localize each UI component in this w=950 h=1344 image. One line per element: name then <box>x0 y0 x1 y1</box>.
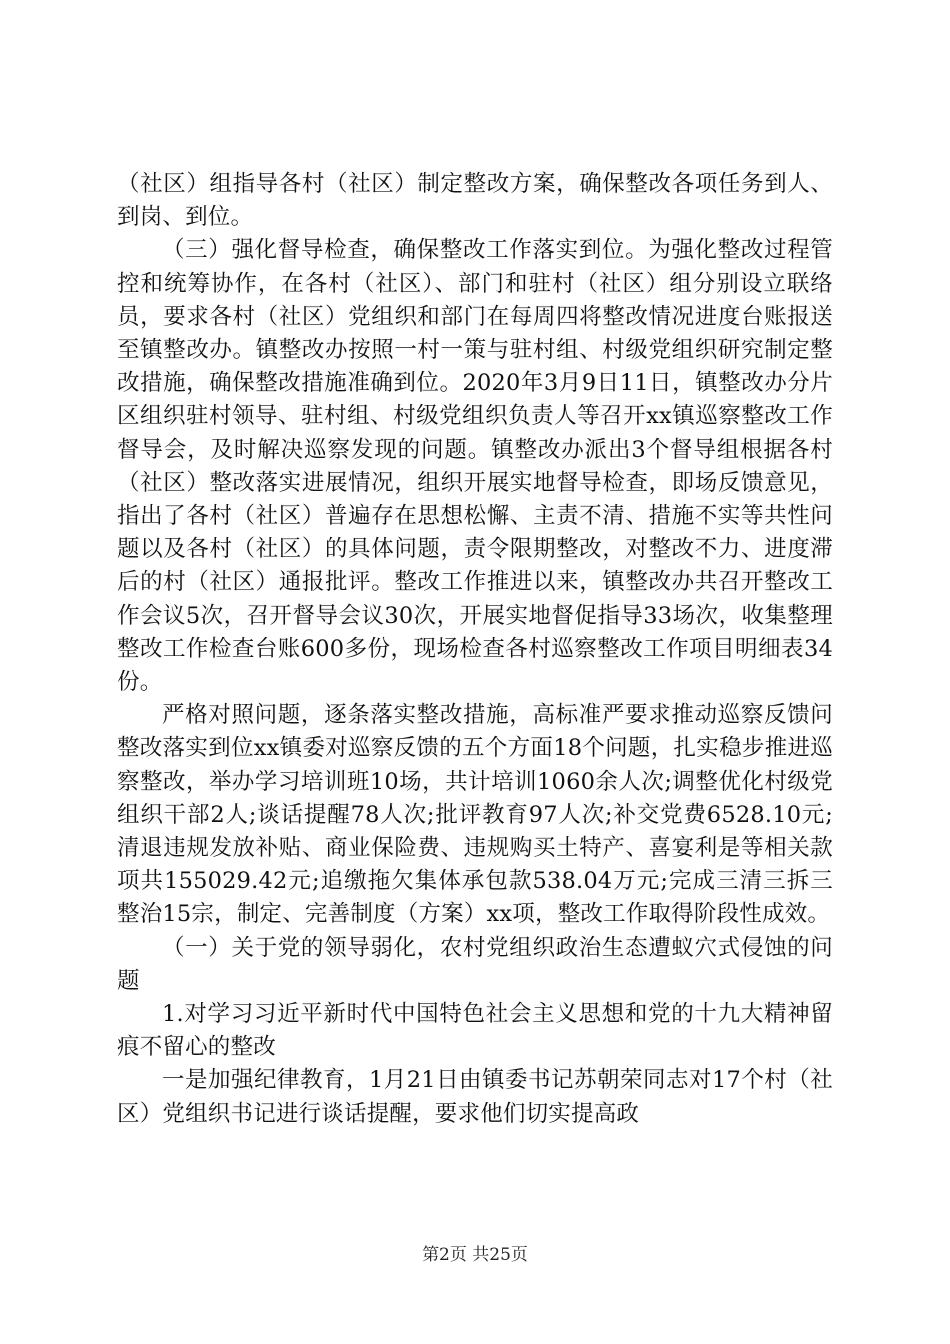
section-heading-party-leadership: （一）关于党的领导弱化，农村党组织政治生态遭蚁穴式侵蚀的问题 <box>117 934 833 994</box>
document-body <box>117 168 833 1131</box>
paragraph-discipline-education: 一是加强纪律教育，1月21日由镇委书记苏朝荣同志对17个村（社区）党组织书记进行谈话提醒，要求他们切实提高政 <box>117 1067 833 1127</box>
paragraph-rectification-summary: 严格对照问题，逐条落实整改措施，高标准严要求推动巡察反馈问整改落实到位xx镇委对巡察反馈的五个方面18个问题，扎实稳步推进巡察整改，举办学习培训班10场，共计培训1060余人次;调整优化村级党组织干部2人;谈话提醒78人次;批评教育97人次;补交党费6528.10元;清退违规发放补贴、商业保险费、违规购买土特产、喜宴利是等相关款项共155029.42元;追缴拖欠集体承包款538.04万元;完成三清三拆三整治15宗，制定、完善制度（方案）xx项，整改工作取得阶段性成效。 <box>117 702 833 928</box>
paragraph-supervision-inspection: （三）强化督导检查，确保整改工作落实到位。为强化整改过程管控和统筹协作，在各村（社区）、部门和驻村（社区）组分别设立联络员，要求各村（社区）党组织和部门在每周四将整改情况进度台账报送至镇整改办。镇整改办按照一村一策与驻村组、村级党组织研究制定整改措施，确保整改措施准确到位。2020年3月9日11日，镇整改办分片区组织驻村领导、驻村组、村级党组织负责人等召开xx镇巡察整改工作督导会，及时解决巡察发现的问题。镇整改办派出3个督导组根据各村（社区）整改落实进展情况，组织开展实地督导检查，即场反馈意见，指出了各村（社区）普遍存在思想松懈、主责不清、措施不实等共性问题以及各村（社区）的具体问题，责令限期整改，对整改不力、进度滞后的村（社区）通报批评。整改工作推进以来，镇整改办共召开整改工作会议5次，召开督导会议30次，开展实地督促指导33场次，收集整理整改工作检查台账600多份，现场检查各村巡察整改工作项目明细表34份。 <box>117 237 833 696</box>
page-number-footer: 第2页 共25页 <box>422 1245 528 1265</box>
paragraph-continuation: （社区）组指导各村（社区）制定整改方案，确保整改各项任务到人、到岗、到位。 <box>117 171 833 231</box>
subsection-heading-study: 1.对学习习近平新时代中国特色社会主义思想和党的十九大精神留痕不留心的整改 <box>117 1001 833 1061</box>
